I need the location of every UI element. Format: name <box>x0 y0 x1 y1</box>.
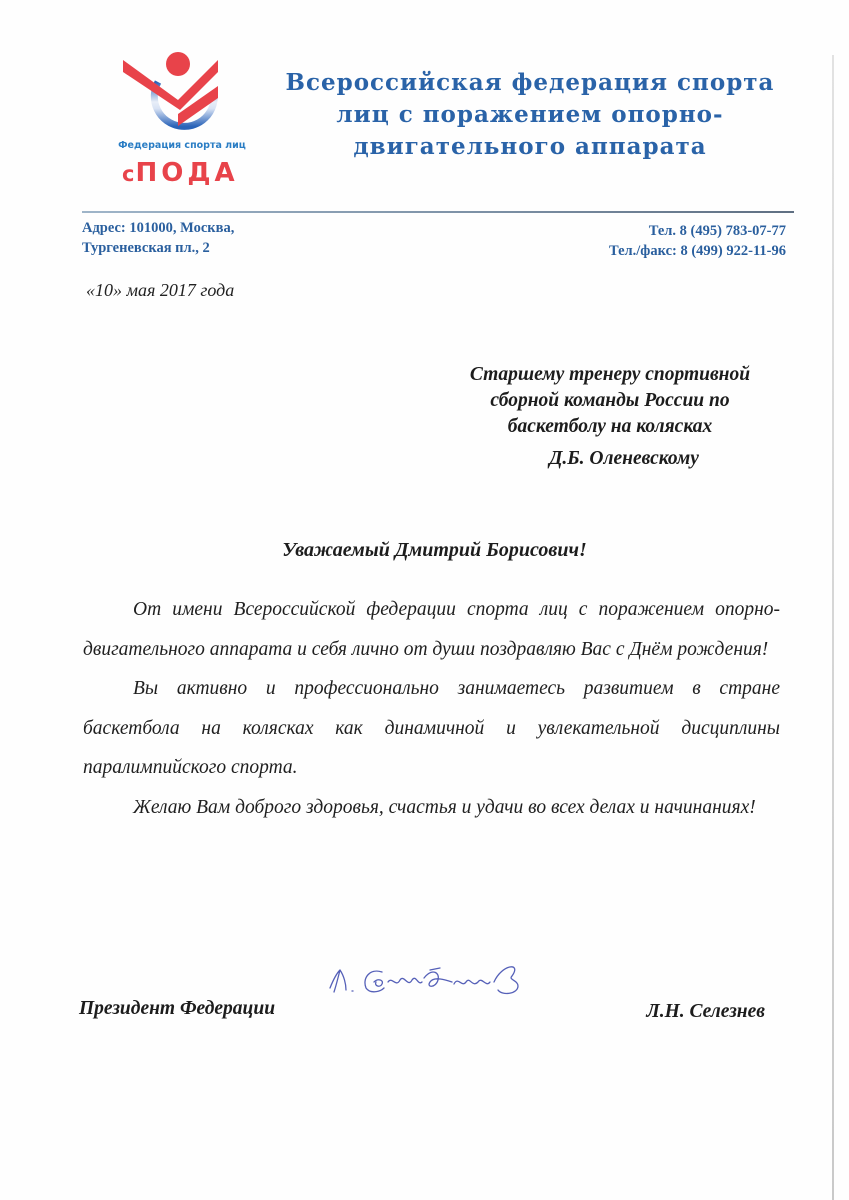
recipient-line: баскетболу на колясках <box>507 416 713 437</box>
logo-caption: Федерация спорта лиц <box>118 140 246 151</box>
recipient-block <box>435 362 785 472</box>
recipient-name: Д.Б. Оленевскому <box>549 448 699 469</box>
federation-logo <box>112 50 252 200</box>
phone-block <box>609 221 786 261</box>
logo-wordmark <box>122 158 239 188</box>
recipient-line: сборной команды России по <box>490 390 730 411</box>
org-title-line: двигательного аппарата <box>353 133 707 160</box>
fax-line: Тел./факс: 8 (499) 922-11-96 <box>608 243 786 259</box>
letter-date: «10» мая 2017 года <box>86 280 235 300</box>
logo-wordmark-main: ПОДА <box>135 158 239 188</box>
organization-title <box>285 67 775 163</box>
body-paragraph: Желаю Вам доброго здоровья, счастья и удачи во всех делах и начинаниях! <box>133 796 756 818</box>
handwritten-signature <box>322 958 592 1003</box>
scan-edge-line <box>832 55 834 1200</box>
signer-title: Президент Федерации <box>79 998 276 1019</box>
phone-line: Тел. 8 (495) 783-07-77 <box>648 223 786 239</box>
address-line: Адрес: 101000, Москва, <box>82 220 235 236</box>
body-paragraph: Вы активно и профессионально занимаетесь развитием в стране баскетбола на колясках как динамичной и увлекательной дисциплины паралимпийского спорта. <box>83 678 780 778</box>
letter-body <box>83 590 780 827</box>
org-title-line: Всероссийская федерация спорта <box>285 69 775 96</box>
recipient-line: Старшему тренеру спортивной <box>469 364 751 385</box>
body-paragraph: От имени Всероссийской федерации спорта лиц с поражением опорно-двигательного аппарата и себя лично от души поздравляю Вас с Днём рождения! <box>83 599 780 660</box>
logo-emblem-icon <box>118 50 243 138</box>
logo-wordmark-prefix: с <box>122 162 136 186</box>
header-divider <box>82 211 794 213</box>
address-line: Тургеневская пл., 2 <box>82 240 210 256</box>
address-block <box>82 218 234 258</box>
logo-head-dot <box>166 52 190 76</box>
salutation <box>0 539 849 562</box>
org-title-line: лиц с поражением опорно- <box>336 101 724 128</box>
signer-name: Л.Н. Селезнев <box>646 1001 765 1022</box>
salutation-text: Уважаемый Дмитрий Борисович! <box>282 539 587 561</box>
